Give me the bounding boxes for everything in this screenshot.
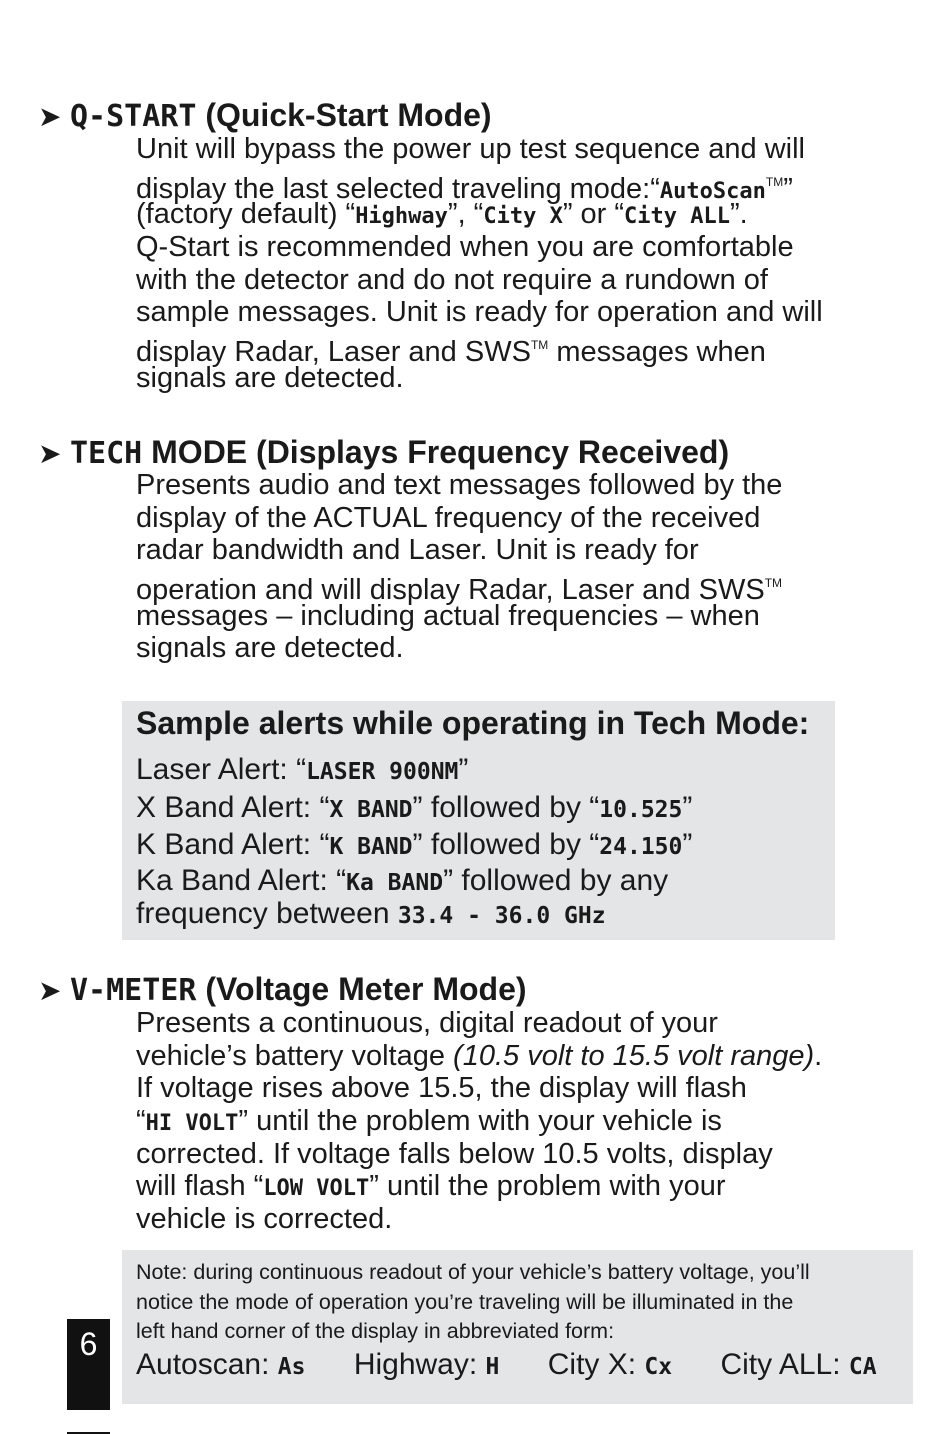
text-segment: display Radar, Laser and SWS [136, 336, 531, 369]
text-line [136, 1105, 876, 1138]
ka-band-alert-line [136, 864, 692, 897]
text-segment: ” followed by “ [412, 828, 600, 861]
mode-city-all [720, 1348, 876, 1382]
lcd-text: City ALL [624, 204, 731, 230]
text-segment: vehicle’s battery voltage [136, 1039, 454, 1072]
lcd-text: 10.525 [599, 796, 683, 823]
qstart-title: (Quick-Start Mode) [205, 97, 492, 133]
lcd-text: AutoScan [659, 178, 766, 204]
qstart-body [136, 133, 876, 395]
text-line: Presents a continuous, digital readout of your [136, 1007, 718, 1039]
text-segment: X Band Alert: “ [136, 790, 330, 824]
text-segment: “ [136, 1105, 146, 1138]
text-line [136, 166, 876, 205]
lcd-text: Highway [355, 204, 448, 230]
text-line: sample messages. Unit is ready for operation and will [136, 296, 823, 329]
mode-label: City ALL: [720, 1348, 849, 1381]
note-line: notice the mode of operation you’re traveling will be illuminated in the [136, 1289, 794, 1314]
text-segment: ”. [730, 198, 748, 231]
mode-code: As [277, 1354, 306, 1380]
vmeter-title: (Voltage Meter Mode) [205, 971, 527, 1007]
trademark-mark: TM [765, 174, 784, 189]
qstart-heading [38, 97, 492, 135]
text-segment: display the last selected traveling mode:“ [136, 172, 660, 205]
text-segment: ” [682, 790, 693, 824]
vmeter-heading [38, 971, 527, 1009]
tech-heading [38, 434, 729, 472]
text-line: radar bandwidth and Laser. Unit is ready for [136, 534, 699, 567]
note-text [136, 1258, 810, 1347]
lcd-text: 33.4 - 36.0 GHz [397, 902, 606, 929]
text-segment: . [814, 1039, 823, 1072]
page-number: 6 [67, 1319, 110, 1410]
text-line: signals are detected. [136, 632, 404, 665]
text-line [136, 1040, 876, 1073]
text-line: Presents audio and text messages followed by the [136, 469, 783, 501]
text-segment: operation and will display Radar, Laser and SWS [136, 574, 765, 607]
text-segment: K Band Alert: “ [136, 828, 330, 861]
lcd-text: HI VOLT [145, 1111, 239, 1137]
lcd-text: 24.150 [599, 834, 683, 860]
lcd-text: Ka BAND [346, 869, 444, 896]
tech-code: TECH [70, 436, 143, 471]
lcd-text: City X [483, 204, 563, 230]
text-line: If voltage rises above 15.5, the display will flash [136, 1072, 747, 1105]
tech-title: MODE (Displays Frequency Received) [151, 434, 730, 470]
trademark-mark: TM [764, 576, 783, 591]
note-line: Note: during continuous readout of your vehicle’s battery voltage, you’ll [136, 1260, 810, 1284]
mode-abbreviations [136, 1348, 877, 1382]
text-line: Q-Start is recommended when you are comfortable [136, 231, 794, 264]
mode-label: Highway: [353, 1348, 486, 1381]
qstart-code: Q-START [70, 99, 197, 134]
k-band-alert-line [136, 826, 692, 864]
text-line [136, 329, 876, 369]
text-segment: ” until the problem with your [369, 1170, 726, 1203]
vmeter-body [136, 1007, 876, 1236]
text-segment: Laser Alert: “ [136, 753, 307, 786]
sample-alerts-title: Sample alerts while operating in Tech Mode: [136, 705, 810, 741]
lcd-text: LOW VOLT [263, 1176, 370, 1202]
text-line: with the detector and do not require a rundown of [136, 263, 768, 296]
sample-alerts-box [122, 701, 835, 940]
lcd-text: LASER 900NM [306, 759, 459, 785]
text-segment: (factory default) “ [136, 198, 356, 231]
text-segment: ” [682, 828, 693, 861]
text-segment: ” [783, 172, 793, 205]
trademark-mark: TM [530, 338, 549, 353]
ka-band-frequency-line [136, 897, 692, 930]
text-line: signals are detected. [136, 361, 404, 394]
x-band-alert-line [136, 789, 692, 827]
text-line: corrected. If voltage falls below 10.5 volts, display [136, 1137, 773, 1170]
sample-alerts-list [136, 751, 692, 930]
text-segment: will flash “ [136, 1170, 264, 1203]
mode-city-x [548, 1348, 672, 1382]
mode-autoscan [136, 1348, 305, 1382]
text-line: Unit will bypass the power up test sequence and will [136, 133, 805, 165]
text-segment: frequency between [136, 896, 398, 930]
note-box [122, 1250, 913, 1404]
lcd-text: K BAND [329, 834, 413, 860]
tech-body [136, 469, 876, 665]
text-segment: Ka Band Alert: “ [136, 863, 347, 897]
text-segment: ”, “ [447, 198, 484, 231]
arrow-icon: ➤ [38, 438, 62, 469]
text-segment: ” [458, 753, 469, 786]
mode-label: Autoscan: [136, 1348, 278, 1381]
mode-code: Cx [644, 1354, 673, 1380]
text-segment: ” or “ [562, 198, 625, 231]
text-line [136, 567, 876, 607]
lcd-text: X BAND [329, 796, 413, 823]
text-line: vehicle is corrected. [136, 1203, 393, 1236]
vmeter-code: V-METER [70, 973, 197, 1008]
text-segment: ” until the problem with your vehicle is [238, 1105, 722, 1138]
text-line [136, 1170, 876, 1203]
voltage-range: (10.5 volt to 15.5 volt range) [453, 1039, 815, 1072]
mode-code: H [485, 1354, 500, 1380]
note-line: left hand corner of the display in abbreviated form: [136, 1319, 615, 1343]
text-segment: ” followed by any [443, 863, 669, 897]
text-line: display of the ACTUAL frequency of the received [136, 501, 761, 534]
laser-alert-line [136, 751, 692, 789]
text-segment: ” followed by “ [412, 790, 600, 824]
mode-code: CA [848, 1354, 877, 1380]
arrow-icon: ➤ [38, 101, 62, 132]
mode-highway [354, 1348, 500, 1382]
text-line: messages – including actual frequencies – when [136, 599, 760, 632]
mode-label: City X: [547, 1348, 645, 1381]
text-segment: messages when [548, 336, 766, 369]
arrow-icon: ➤ [38, 975, 62, 1006]
